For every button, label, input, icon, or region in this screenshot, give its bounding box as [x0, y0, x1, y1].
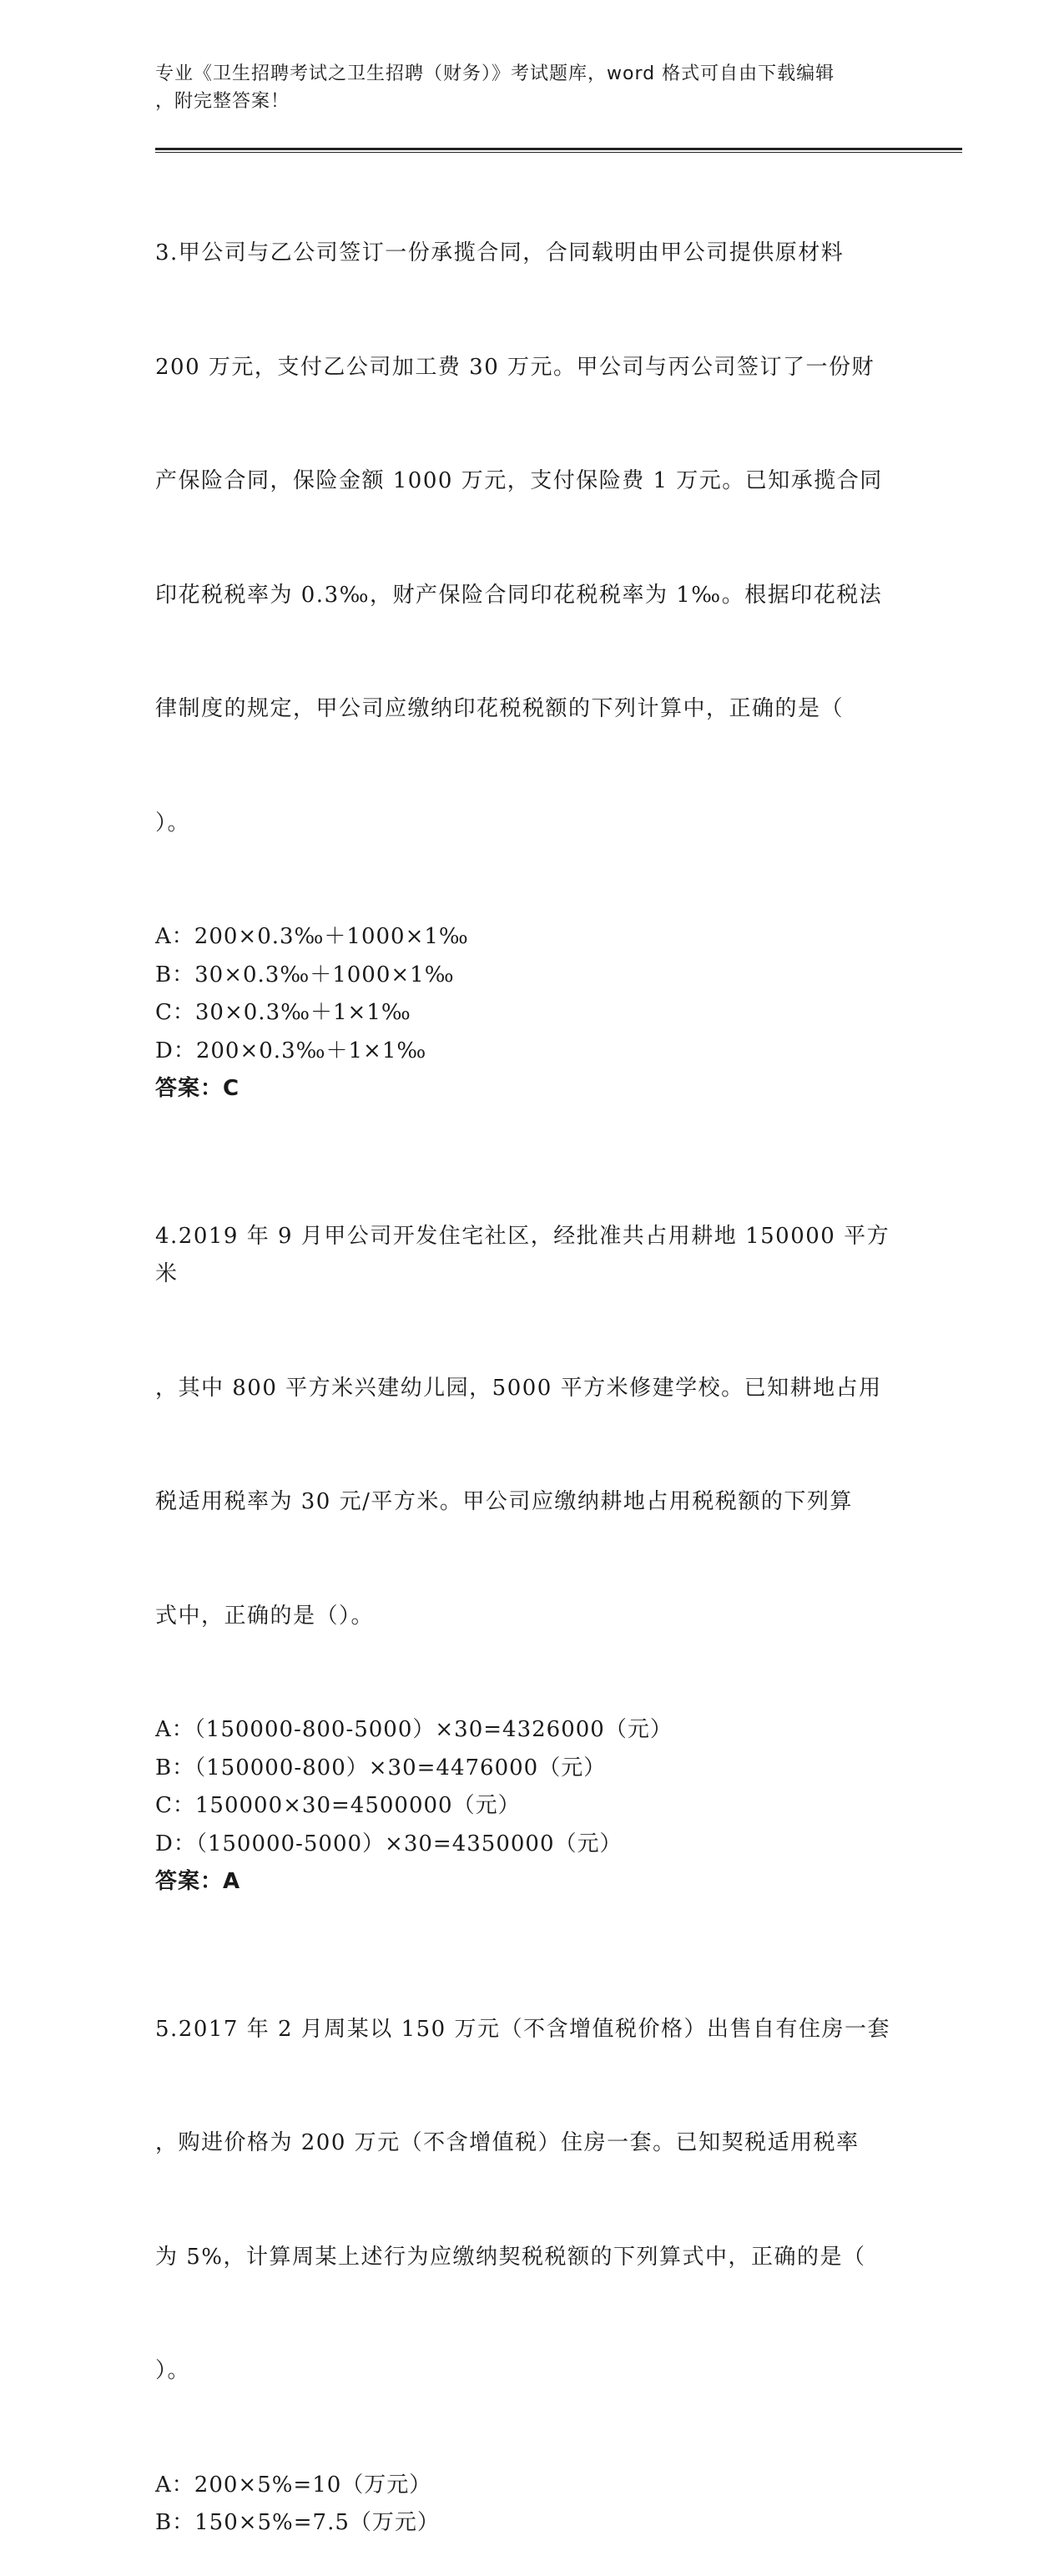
stem-line: ，其中 800 平方米兴建幼儿园，5000 平方米修建学校。已知耕地占用 [155, 1375, 882, 1401]
option-a: A：200×5%=10（万元） [155, 2472, 432, 2498]
stem-line: 税适用税率为 30 元/平方米。甲公司应缴纳耕地占用税税额的下列算 [155, 1489, 853, 1514]
stem-line: 3.甲公司与乙公司签订一份承揽合同，合同载明由甲公司提供原材料 [155, 240, 845, 265]
question-stem [155, 1935, 906, 2467]
option-c: C：30×0.3‰＋1×1‰ [155, 1000, 411, 1025]
stem-line: 印花税税率为 0.3‰，财产保险合同印花税税率为 1‰。根据印花税法 [155, 582, 883, 608]
header-divider-thick [155, 148, 962, 150]
option-b: B：30×0.3‰＋1000×1‰ [155, 962, 455, 987]
stem-line: 式中，正确的是（）。 [155, 1603, 375, 1629]
header-line-2: ，附完整答案！ [155, 91, 290, 112]
question-stem [155, 159, 906, 918]
stem-line: 为 5%，计算周某上述行为应缴纳契税税额的下列算式中，正确的是（ [155, 2244, 866, 2270]
stem-line: ，购进价格为 200 万元（不含增值税）住房一套。已知契税适用税率 [155, 2130, 860, 2155]
option-b: B：（150000-800）×30=4476000（元） [155, 1755, 607, 1780]
stem-line: 4.2019 年 9 月甲公司开发住宅社区，经批准共占用耕地 150000 平方米 [155, 1223, 890, 1286]
option-d: D：（150000-5000）×30=4350000（元） [155, 1831, 623, 1856]
stem-line: 5.2017 年 2 月周某以 150 万元（不含增值税价格）出售自有住房一套 [155, 2016, 890, 2042]
answer-line: 答案：A [155, 1869, 241, 1894]
option-a: A：200×0.3‰＋1000×1‰ [155, 924, 469, 949]
stem-line: 律制度的规定，甲公司应缴纳印花税税额的下列计算中，正确的是（ [155, 696, 845, 721]
answer-line: 答案：C [155, 1076, 240, 1101]
question-stem [155, 1142, 906, 1712]
question-3 [155, 159, 906, 1109]
stem-line: 200 万元，支付乙公司加工费 30 万元。甲公司与丙公司签订了一份财 [155, 354, 875, 380]
option-c: C：150000×30=4500000（元） [155, 1793, 521, 1818]
question-5 [155, 1935, 906, 2543]
stem-line: ）。 [155, 810, 191, 836]
option-d: D：200×0.3‰＋1×1‰ [155, 1038, 427, 1063]
header-line-1: 专业《卫生招聘考试之卫生招聘（财务）》考试题库，word 格式可自由下载编辑 [155, 63, 835, 84]
stem-line: ）。 [155, 2358, 191, 2383]
header-divider-thin [155, 152, 962, 153]
question-list [155, 159, 906, 2576]
question-4 [155, 1142, 906, 1902]
option-b: B：150×5%=7.5（万元） [155, 2510, 440, 2535]
stem-line: 产保险合同，保险金额 1000 万元，支付保险费 1 万元。已知承揽合同 [155, 468, 883, 493]
option-a: A：（150000-800-5000）×30=4326000（元） [155, 1717, 673, 1742]
document-header [155, 60, 906, 115]
